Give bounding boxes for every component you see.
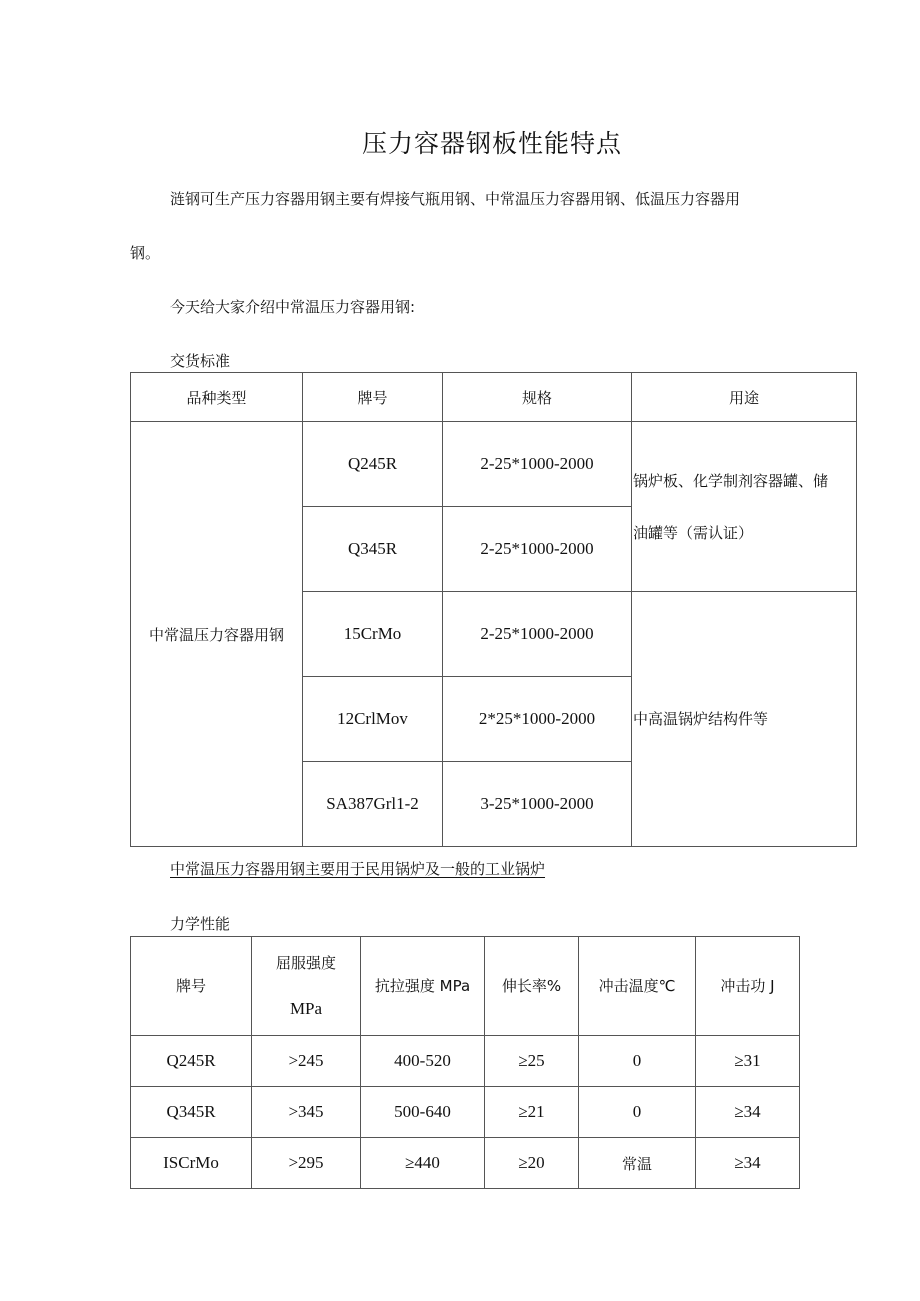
grade-cell: SA387Grl1-2 [303,762,443,847]
spec-cell: 2-25*1000-2000 [443,592,632,677]
usage-cell-a [632,422,857,592]
spec-cell: 2-25*1000-2000 [443,422,632,507]
table-row [131,1036,800,1087]
yield-header-line2: MPa [289,999,323,1018]
spec-cell: 2-25*1000-2000 [443,507,632,592]
usage-cell-b: 中高温锅炉结构件等 [632,592,857,847]
table-cell: ≥34 [696,1087,800,1138]
header-cell: 伸长率% [485,937,579,1036]
table-cell: Q245R [131,1036,252,1087]
delivery-heading: 交货标准 [170,352,231,370]
table-cell: ≥34 [696,1138,800,1189]
table-cell: 常温 [579,1138,696,1189]
intro-paragraph-2: 今天给大家介绍中常温压力容器用钢: [170,298,416,316]
header-cell: 规格 [443,373,632,422]
table-header-row [131,373,857,422]
table-row [131,422,857,507]
table-cell: ≥21 [485,1087,579,1138]
spec-cell: 2*25*1000-2000 [443,677,632,762]
table-cell: >345 [252,1087,361,1138]
header-cell: 抗拉强度 MPa [361,937,485,1036]
table-cell: ≥25 [485,1036,579,1087]
header-cell: 冲击功 J [696,937,800,1036]
header-cell: 牌号 [303,373,443,422]
intro-paragraph-line2: 钢。 [130,244,161,262]
table-cell: ISCrMo [131,1138,252,1189]
grade-cell: Q345R [303,507,443,592]
table-cell: ≥20 [485,1138,579,1189]
grade-cell: 12CrlMov [303,677,443,762]
table-cell: 400-520 [361,1036,485,1087]
table-cell: 500-640 [361,1087,485,1138]
intro-paragraph-line1: 涟钢可生产压力容器用钢主要有焊接气瓶用钢、中常温压力容器用钢、低温压力容器用 [170,190,741,208]
yield-header-line1: 屈服强度 [275,954,336,972]
table-cell: >245 [252,1036,361,1087]
table-cell: ≥31 [696,1036,800,1087]
mechanical-properties-table [130,936,800,1189]
usage-a-line2: 油罐等（需认证） [633,523,754,542]
usage-a-line1: 锅炉板、化学制剂容器罐、储 [633,471,829,490]
spec-cell: 3-25*1000-2000 [443,762,632,847]
category-cell: 中常温压力容器用钢 [131,422,303,847]
header-cell: 品种类型 [131,373,303,422]
mechanical-heading: 力学性能 [170,915,231,933]
header-cell: 牌号 [131,937,252,1036]
table-row [131,1138,800,1189]
table-cell: Q345R [131,1087,252,1138]
page-title: 压力容器钢板性能特点 [361,129,622,158]
table-cell: >295 [252,1138,361,1189]
delivery-table [130,372,857,847]
table-cell: ≥440 [361,1138,485,1189]
header-cell-yield [252,937,361,1036]
header-cell: 冲击温度℃ [579,937,696,1036]
usage-note: 中常温压力容器用钢主要用于民用锅炉及一般的工业锅炉 [170,860,546,878]
header-cell: 用途 [632,373,857,422]
grade-cell: 15CrMo [303,592,443,677]
grade-cell: Q245R [303,422,443,507]
table-cell: 0 [579,1036,696,1087]
table-cell: 0 [579,1087,696,1138]
table-row [131,1087,800,1138]
table-header-row [131,937,800,1036]
